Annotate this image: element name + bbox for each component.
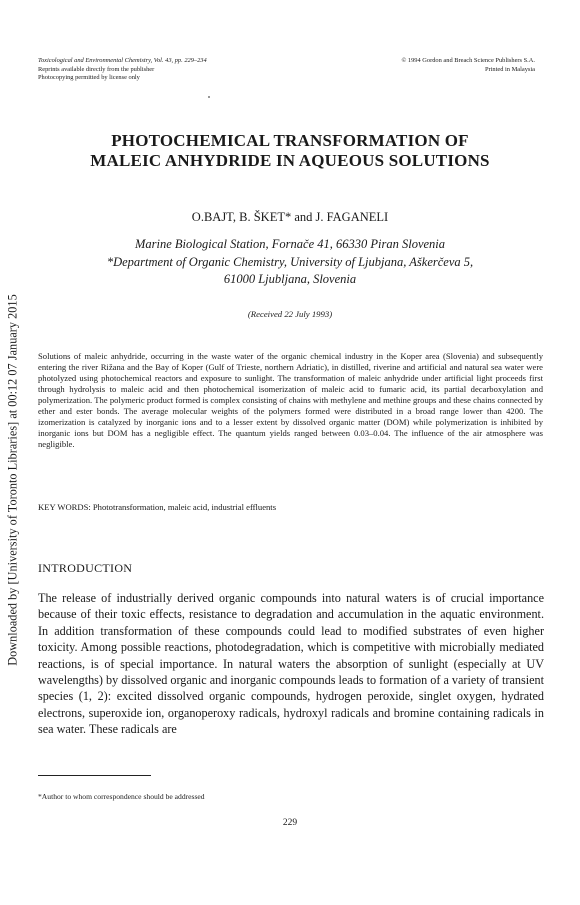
page-number: 229 <box>282 818 298 828</box>
title-line-1: PHOTOCHEMICAL TRANSFORMATION OF <box>111 131 469 150</box>
abstract: Solutions of maleic anhydride, occurring in the waste water of the organic chemical industry in the Koper area (Slovenia) and subsequently entering the river Rižana and the Bay of Koper (Gulf of Trieste, northern Adriatic), in distilled, riverine and artificial and natural sea water were photolyzed using photochemical reactors and exposure to sunlight. The transformation of maleic anhydride under artificial light proceeds first through hydrolysis to maleic acid and then photochemical isomerization of maleic acid to fumaric acid, its partial decarboxylation and polymerization. The polymeric product formed is complex consisting of chains with methylene and methine groups and these chains connected by ether and ester bonds. The average molecular weights of the polymers formed were distributed in a broad range lower than 4200. The izomerization is catalyzed by inorganic ions and to a lesser extent by dissolved organic matter (DOM) while polymerization is inhibited by inorganic ions but DOM has a negligible effect. The quantum yields ranged between 0.03–0.04. The influence of the air atmosphere was negligible. <box>38 351 543 449</box>
footnote: *Author to whom correspondence should be addressed <box>38 792 205 801</box>
title-line-2: MALEIC ANHYDRIDE IN AQUEOUS SOLUTIONS <box>90 151 490 170</box>
printed-in-note: Printed in Malaysia <box>484 65 535 73</box>
download-watermark <box>0 270 28 690</box>
received-date: (Received 22 July 1993) <box>247 309 333 319</box>
article-title <box>40 131 540 171</box>
scan-speck <box>208 96 210 98</box>
footnote-divider <box>38 775 151 776</box>
affiliations <box>40 236 540 289</box>
photocopy-note: Photocopying permitted by license only <box>38 74 140 82</box>
keywords: KEY WORDS: Phototransformation, maleic acid, industrial effluents <box>38 502 277 512</box>
journal-header-left <box>38 57 318 83</box>
section-heading: INTRODUCTION <box>38 561 133 575</box>
introduction-paragraph: The release of industrially derived organic compounds into natural waters is of crucial importance because of their toxic effects, resistance to degradation and accumulation in the aquatic environment. In addition transformation of these compounds could lead to modified substrates of even higher toxicity. Among possible reactions, photodegradation, which is competitive with microbially mediated reactions, is of special importance. In natural waters the absorption of sunlight (especially at UV wavelengths) by dissolved organic and inorganic compounds leads to formation of a variety of transient species (1, 2): excited dissolved organic compounds, hydrogen peroxide, singlet oxygen, hydrated electrons, superoxide ion, organoperoxy radicals, hydroxyl radicals and bromine containing radicals in sea water. These radicals are <box>38 591 544 737</box>
affiliation-line-1: Marine Biological Station, Fornače 41, 66330 Piran Slovenia <box>134 237 446 251</box>
download-note-text: Downloaded by [University of Toronto Libraries] at 00:12 07 January 2015 <box>5 294 20 666</box>
author-list: O.BAJT, B. ŠKET* and J. FAGANELI <box>191 210 389 224</box>
copyright-note: © 1994 Gordon and Breach Science Publishers S.A. <box>401 57 535 64</box>
affiliation-line-3: 61000 Ljubljana, Slovenia <box>223 272 357 286</box>
journal-header-right <box>305 57 535 74</box>
journal-citation: Toxicological and Environmental Chemistry, Vol. 43, pp. 229–234 <box>38 57 207 64</box>
affiliation-line-2: *Department of Organic Chemistry, University of Ljubjana, Aškerčeva 5, <box>106 254 474 269</box>
reprints-note: Reprints available directly from the publisher <box>38 65 155 73</box>
